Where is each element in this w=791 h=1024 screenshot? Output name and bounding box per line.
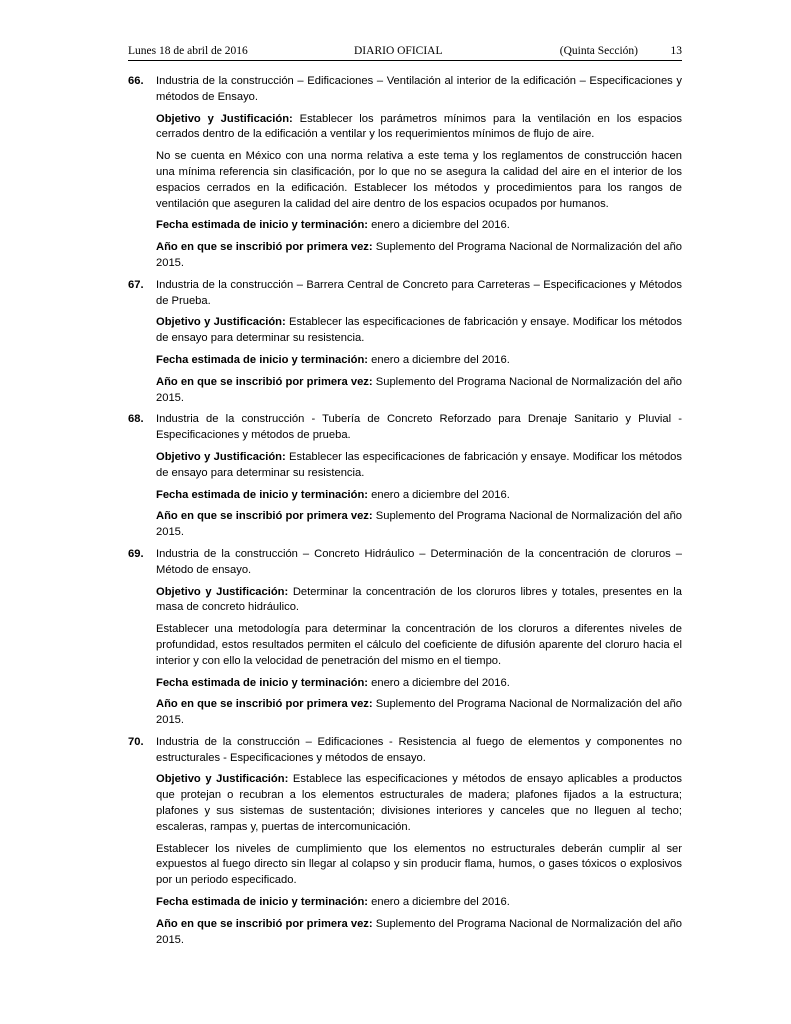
objective-paragraph [156,585,682,617]
list-item [128,74,682,272]
item-number: 68. [128,413,144,426]
objective-paragraph [156,112,682,144]
dates-paragraph [156,895,682,911]
dates-paragraph-text: enero a diciembre del 2016. [371,896,510,909]
objective-paragraph-text: Establecer las especificaciones de fabricación y ensaye. Modificar los métodos de ensayo para determinar su resistencia. [156,450,682,479]
first-year-paragraph-text: Suplemento del Programa Nacional de Normalización del año 2015. [156,375,683,404]
first-year-paragraph-label: Año en que se inscribió por primera vez: [156,241,373,254]
header-title: DIARIO OFICIAL [354,45,443,57]
dates-paragraph [156,218,682,234]
first-year-paragraph [156,240,682,272]
dates-paragraph-label: Fecha estimada de inicio y terminación: [156,676,369,689]
dates-paragraph-label: Fecha estimada de inicio y terminación: [156,488,369,501]
first-year-paragraph-text: Suplemento del Programa Nacional de Normalización del año 2015. [156,698,683,727]
dates-paragraph-label: Fecha estimada de inicio y terminación: [156,353,369,366]
objective-paragraph-text: Establecer las especificaciones de fabricación y ensaye. Modificar los métodos de ensayo para determinar su resistencia. [156,316,682,345]
dates-paragraph-text: enero a diciembre del 2016. [371,488,510,501]
first-year-paragraph-text: Suplemento del Programa Nacional de Normalización del año 2015. [156,917,683,946]
first-year-paragraph [156,375,682,407]
item-title: Industria de la construcción – Edificaciones - Resistencia al fuego de elementos y componentes no estructurales - Especificaciones y métodos de ensayo. [156,735,682,764]
header-divider [128,60,682,61]
item-title: Industria de la construcción – Edificaciones – Ventilación al interior de la edificación – Especificaciones y métodos de Ensayo. [156,75,682,103]
list-item [128,547,682,729]
dates-paragraph [156,488,682,504]
dates-paragraph [156,353,682,369]
body-paragraph: Establecer los niveles de cumplimiento que los elementos no estructurales deberán cumplir al ser expuestos al fuego directo sin llegar al colapso y sin producir flama, humos, o gases tóxicos o explosivos por un periodo especificado. [156,842,682,887]
page-header [128,44,682,60]
objective-paragraph [156,772,682,835]
item-title: Industria de la construcción – Concreto Hidráulico – Determinación de la concentración de cloruros – Método de ensayo. [156,547,682,576]
objective-paragraph-label: Objetivo y Justificación: [156,316,286,329]
list-item [128,278,682,407]
objective-paragraph-text: Determinar la concentración de los cloruros libres y totales, presentes en la masa de concreto hidráulico. [156,585,682,614]
dates-paragraph [156,676,682,692]
first-year-paragraph-label: Año en que se inscribió por primera vez: [156,917,373,930]
first-year-paragraph [156,697,682,729]
item-title: Industria de la construcción – Barrera Central de Concreto para Carreteras – Especificaciones y Métodos de Prueba. [156,278,682,307]
header-date: Lunes 18 de abril de 2016 [128,45,248,57]
item-title: Industria de la construcción - Tubería de Concreto Reforzado para Drenaje Sanitario y Pluvial - Especificaciones y métodos de prueba. [156,413,682,442]
list-item [128,412,682,541]
list-item [128,735,682,949]
item-number: 69. [128,547,144,560]
first-year-paragraph [156,509,682,541]
header-page-number: 13 [670,45,682,57]
dates-paragraph-label: Fecha estimada de inicio y terminación: [156,896,369,909]
objective-paragraph [156,315,682,347]
body-paragraph: No se cuenta en México con una norma relativa a este tema y los reglamentos de construcción hacen una mínima referencia sin clasificación, por lo que no se asegura la calidad del aire en el interior de los espacios cerrados en la edificación. Establecer los métodos y procedimientos para los rangos de ventilación que aseguren la calidad del aire dentro de los espacios ocupados por humanos. [156,150,682,210]
first-year-paragraph-text: Suplemento del Programa Nacional de Normalización del año 2015. [156,241,683,269]
objective-paragraph-label: Objetivo y Justificación: [156,112,293,125]
objective-paragraph-label: Objetivo y Justificación: [156,585,289,598]
objective-paragraph-text: Establecer los parámetros mínimos para la ventilación en los espacios cerrados dentro de la edificación a ventilar y los requerimientos mínimos de flujo de aire. [156,112,682,141]
objective-paragraph-text: Establece las especificaciones y métodos de ensayo aplicables a productos que protejan o recubran a los elementos estructurales de madera; plafones fijados a la estructura; plafones y sus sistemas de sustentación; divisiones interiores y canceles que no lleguen al techo; escaleras, rampas y, puertas de intercomunicación. [156,773,683,833]
dates-paragraph-text: enero a diciembre del 2016. [371,676,510,689]
dates-paragraph-label: Fecha estimada de inicio y terminación: [156,219,369,232]
item-number: 70. [128,735,144,748]
objective-paragraph [156,450,682,482]
objective-paragraph-label: Objetivo y Justificación: [156,450,286,463]
body-paragraph: Establecer una metodología para determinar la concentración de los cloruros a diferentes niveles de profundidad, estos resultados permiten el cálculo del coeficiente de difusión aparente del cloruro hacia el interior y con ello la velocidad de penetración del mismo en el tiempo. [156,623,682,667]
first-year-paragraph-label: Año en que se inscribió por primera vez: [156,375,373,388]
dates-paragraph-text: enero a diciembre del 2016. [371,219,510,232]
dates-paragraph-text: enero a diciembre del 2016. [371,353,510,366]
first-year-paragraph [156,917,682,949]
item-number: 66. [128,75,144,87]
item-number: 67. [128,278,144,291]
first-year-paragraph-label: Año en que se inscribió por primera vez: [156,510,373,523]
header-section: (Quinta Sección) [559,45,638,57]
first-year-paragraph-text: Suplemento del Programa Nacional de Normalización del año 2015. [156,510,683,539]
objective-paragraph-label: Objetivo y Justificación: [156,773,289,786]
document-body [128,74,682,954]
first-year-paragraph-label: Año en que se inscribió por primera vez: [156,698,373,711]
